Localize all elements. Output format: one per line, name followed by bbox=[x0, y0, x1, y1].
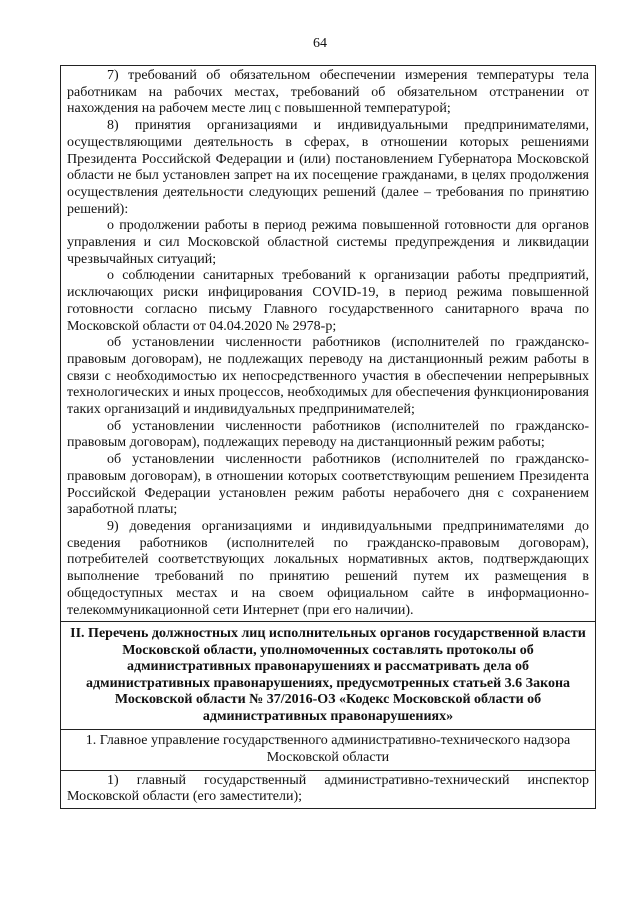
paragraph-item-9: 9) доведения организациями и индивидуальными предпринимателями до сведения работников (исполнителей по гражданско-правовым договорам), потребителей соответствующих локальных нормативных актов, подтверждающих выполнение требований по принятию решений путем их размещения в общедоступных местах и на своем официальном сайте в информационно-телекоммуникационной сети Интернет (при его наличии). bbox=[67, 518, 589, 618]
requirements-cell bbox=[61, 66, 595, 621]
section-title: II. Перечень должностных лиц исполнительных органов государственной власти Московской области, уполномоченных составлять протоколы об административных правонарушениях и рассматривать дела об административных правонарушениях, предусмотренных статьей 3.6 Закона Московской области № 37/2016-ОЗ «Кодекс Московской области об административных правонарушениях» bbox=[70, 626, 586, 724]
paragraph-continue-work: о продолжении работы в период режима повышенной готовности для органов управления и сил Московской областной системы предупреждения и ликвидации чрезвычайных ситуаций; bbox=[67, 218, 589, 267]
official-item: 1) главный государственный административно-технический инспектор Московской области (его заместители); bbox=[67, 772, 589, 805]
paragraph-not-remote: об установлении численности работников (исполнителей по гражданско-правовым договорам), не подлежащих переводу на дистанционный режим работы в связи с необходимостью их непосредственного участия в обеспечении непрерывных технологических и иных процессов, необходимых для обеспечения функционирования таких организаций и индивидуальных предпринимателей; bbox=[67, 335, 589, 418]
paragraph-remote: об установлении численности работников (исполнителей по гражданско-правовым договорам), подлежащих переводу на дистанционный режим работы; bbox=[67, 418, 589, 451]
page-number: 64 bbox=[313, 36, 327, 51]
section-title-cell bbox=[61, 621, 595, 729]
agency-cell bbox=[61, 729, 595, 769]
document-table bbox=[60, 65, 596, 809]
paragraph-item-8: 8) принятия организациями и индивидуальными предпринимателями, осуществляющими деятельность в сферах, в отношении которых решениями Президента Российской Федерации и (или) постановлением Губернатора Московской области не был установлен запрет на их посещение гражданами, в целях продолжения осуществления деятельности следующих решений (далее – требования по принятию решений): bbox=[67, 118, 589, 217]
paragraph-item-7: 7) требований об обязательном обеспечении измерения температуры тела работникам на рабочих местах, требований об обязательном отстранении от нахождения на рабочем месте лиц с повышенной температурой; bbox=[67, 68, 589, 117]
agency-name: 1. Главное управление государственного административно-технического надзора Московской области bbox=[85, 733, 571, 765]
paragraph-non-working: об установлении численности работников (исполнителей по гражданско-правовым договорам), в отношении которых соответствующим решением Президента Российской Федерации установлен режим работы нерабочего дня с сохранением заработной платы; bbox=[67, 452, 589, 518]
paragraph-sanitary: о соблюдении санитарных требований к организации работы предприятий, исключающих риски инфицирования COVID-19, в период режима повышенной готовности согласно письму Главного государственного санитарного врача по Московской области от 04.04.2020 № 2978-р; bbox=[67, 268, 589, 334]
official-cell bbox=[61, 770, 595, 808]
